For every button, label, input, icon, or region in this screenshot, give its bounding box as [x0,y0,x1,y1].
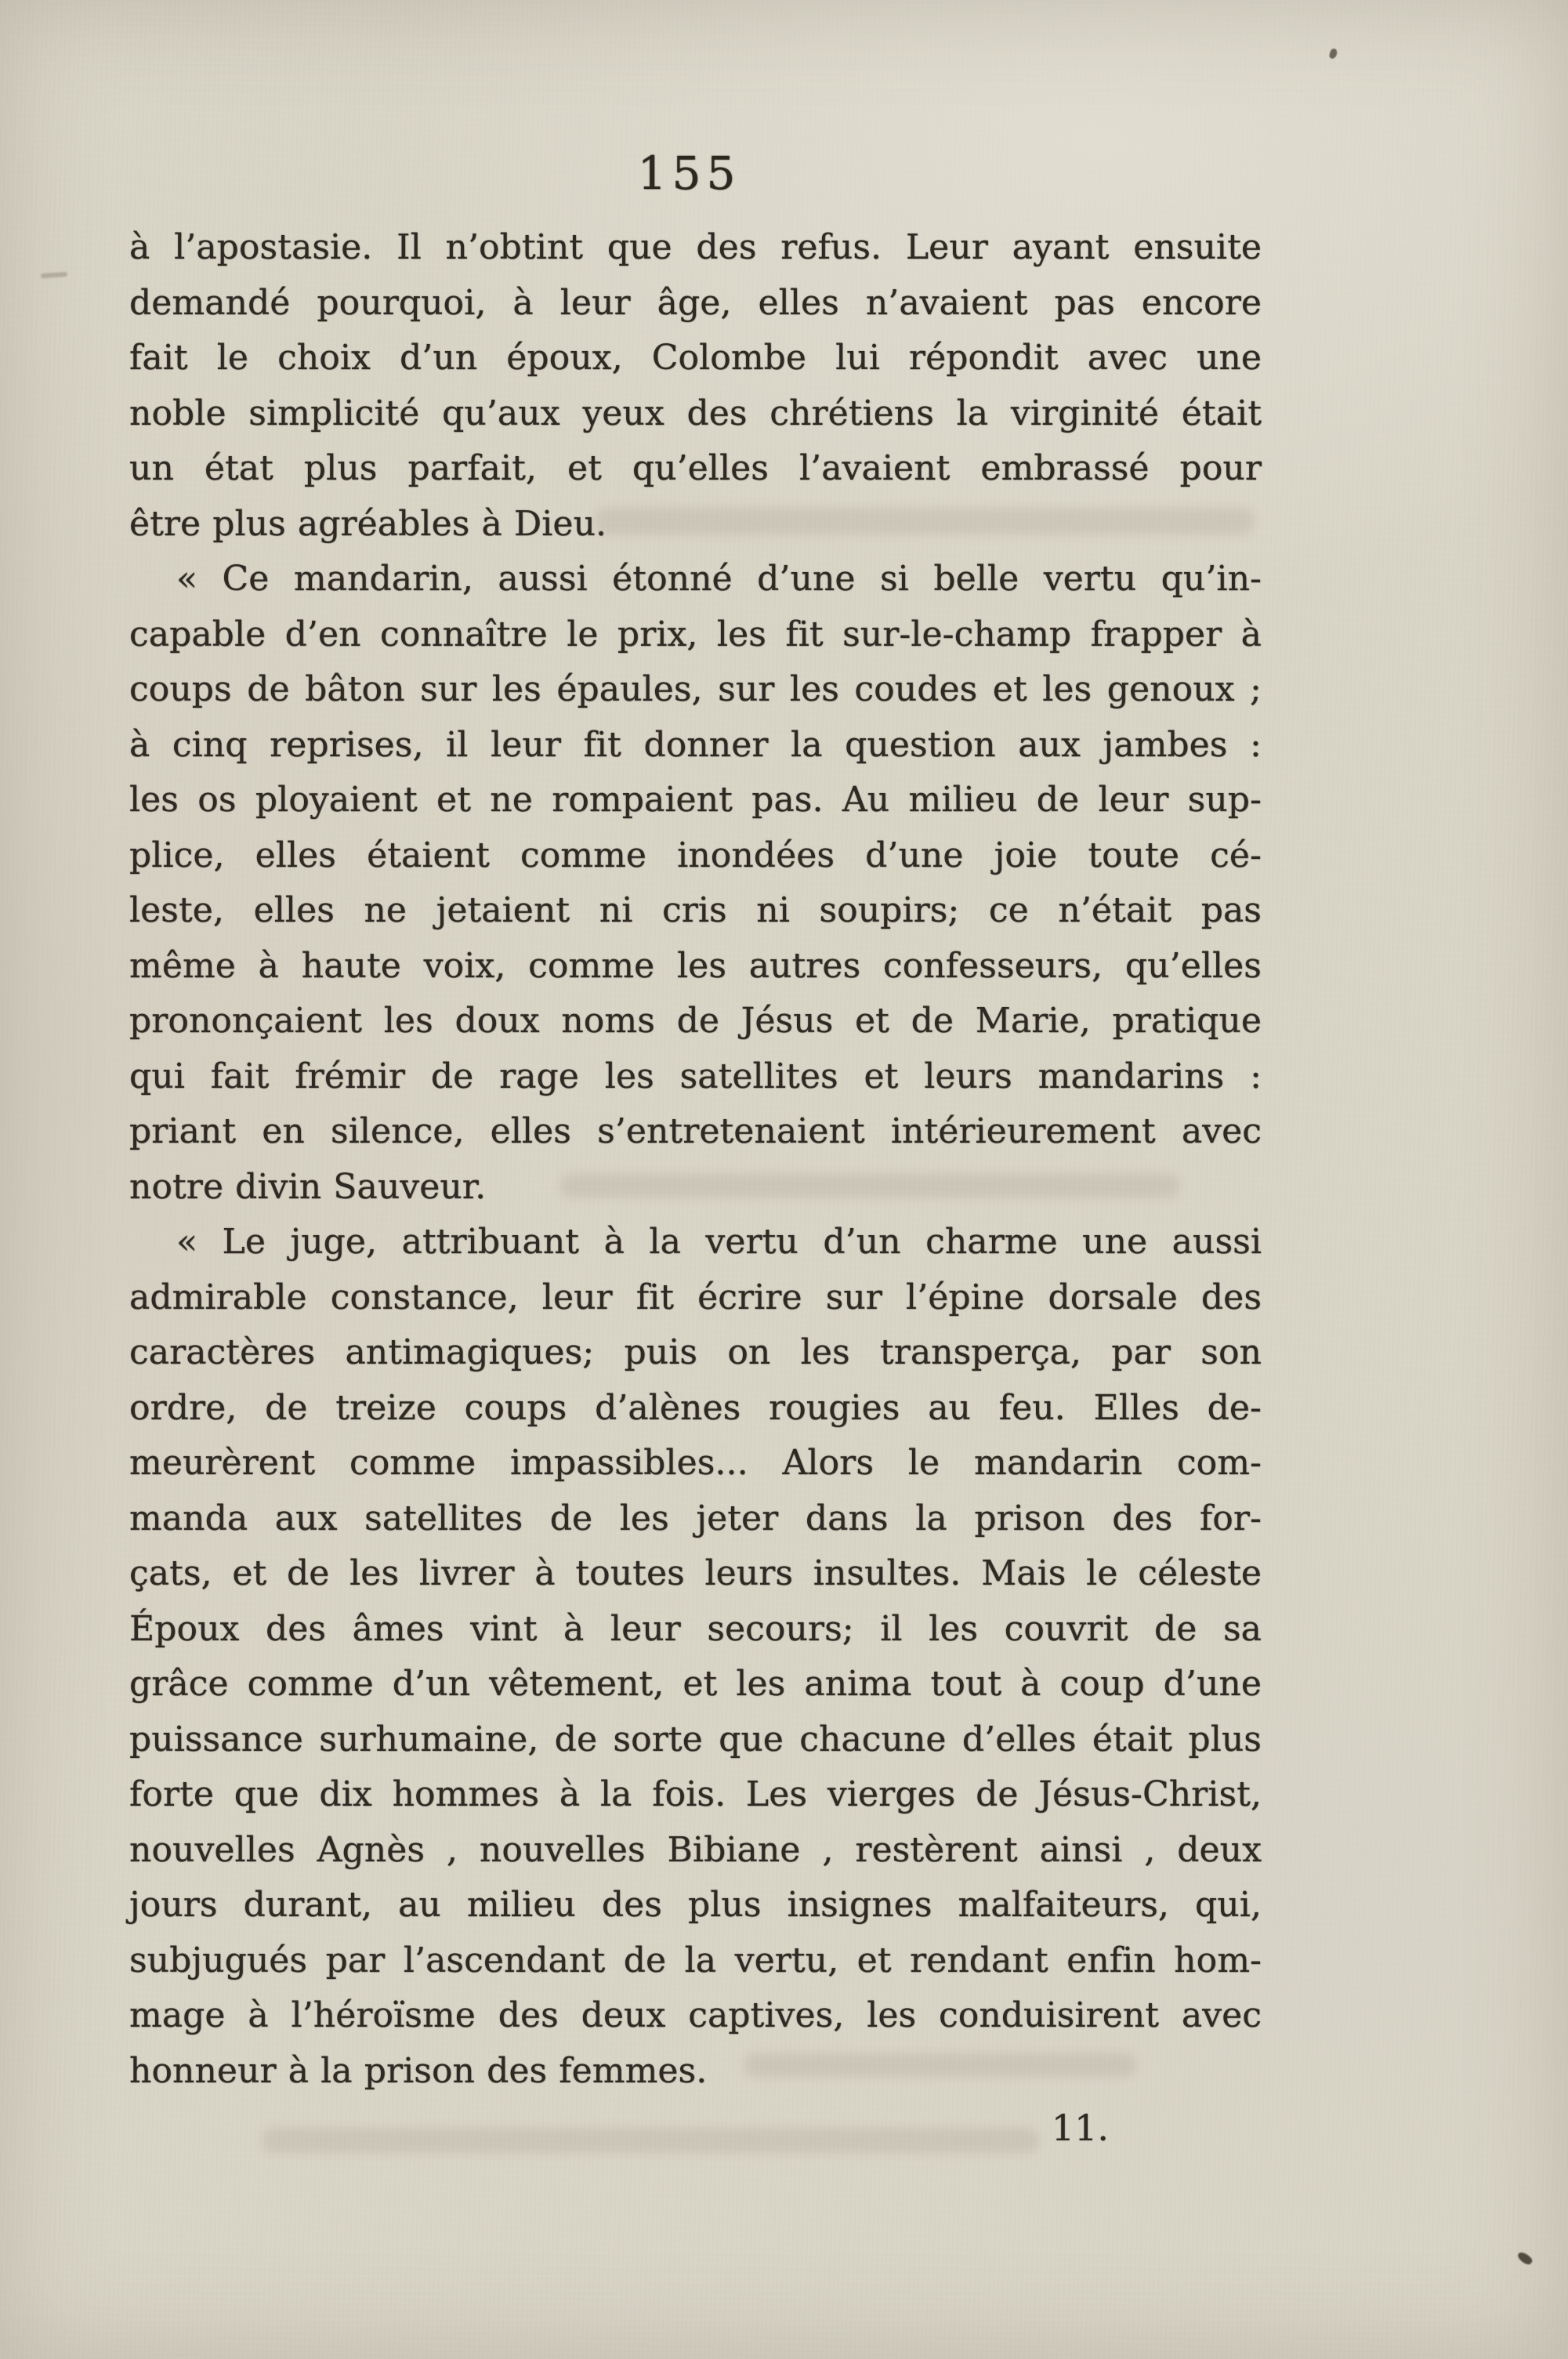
signature-mark: 11. [1051,2107,1109,2149]
text-line: leste, elles ne jetaient ni cris ni soupirs; ce n’était pas [129,890,1262,930]
text-line: ordre, de treize coups d’alènes rougies au feu. Elles de- [129,1387,1262,1428]
text-line: les os ployaient et ne rompaient pas. Au milieu de leur sup- [129,780,1262,820]
text-line: priant en silence, elles s’entretenaient intérieurement avec [129,1111,1262,1151]
text-line: même à haute voix, comme les autres confesseurs, qu’elles [129,945,1262,986]
text-line: grâce comme d’un vêtement, et les anima tout à coup d’une [129,1664,1262,1704]
text-line: puissance surhumaine, de sorte que chacune d’elles était plus [129,1719,1262,1759]
text-line: Époux des âmes vint à leur secours; il les couvrit de sa [129,1608,1262,1649]
text-line: demandé pourquoi, à leur âge, elles n’avaient pas encore [129,282,1262,323]
text-line: forte que dix hommes à la fois. Les vierges de Jésus-Christ, [129,1774,1262,1814]
text-line: jours durant, au milieu des plus insignes malfaiteurs, qui, [129,1885,1262,1925]
text-line: coups de bâton sur les épaules, sur les coudes et les genoux ; [129,669,1262,709]
text-line: subjugués par l’ascendant de la vertu, et rendant enfin hom- [129,1940,1262,1980]
text-line: « Ce mandarin, aussi étonné d’une si belle vertu qu’in- [176,559,1262,599]
text-line: prononçaient les doux noms de Jésus et de Marie, pratique [129,1001,1262,1041]
text-line: être plus agréables à Dieu. [129,503,607,544]
text-line: noble simplicité qu’aux yeux des chrétiens la virginité était [129,393,1262,433]
page-number: 155 [637,147,741,200]
text-line: à cinq reprises, il leur fit donner la question aux jambes : [129,724,1262,765]
text-line: mage à l’héroïsme des deux captives, les conduisirent avec [129,1995,1262,2035]
text-line: manda aux satellites de les jeter dans la prison des for- [129,1498,1262,1538]
text-line: çats, et de les livrer à toutes leurs insultes. Mais le céleste [129,1553,1262,1593]
ink-speck [1516,2250,1534,2267]
text-line: à l’apostasie. Il n’obtint que des refus. Leur ayant ensuite [129,227,1262,267]
ink-speck [41,272,67,278]
text-line: un état plus parfait, et qu’elles l’avaient embrassé pour [129,448,1262,488]
text-line: plice, elles étaient comme inondées d’une joie toute cé- [129,835,1262,875]
text-line: notre divin Sauveur. [129,1166,487,1207]
text-line: capable d’en connaître le prix, les fit sur-le-champ frapper à [129,614,1262,654]
text-line: qui fait frémir de rage les satellites et leurs mandarins : [129,1056,1262,1096]
text-line: « Le juge, attribuant à la vertu d’un charme une aussi [176,1222,1262,1262]
text-line: fait le choix d’un époux, Colombe lui répondit avec une [129,338,1262,378]
text-line: caractères antimagiques; puis on les transperça, par son [129,1332,1262,1372]
ink-speck [1329,48,1338,60]
text-block [129,220,1262,2099]
text-line: meurèrent comme impassibles... Alors le mandarin com- [129,1443,1262,1483]
text-line: nouvelles Agnès , nouvelles Bibiane , restèrent ainsi , deux [129,1829,1262,1870]
text-line: admirable constance, leur fit écrire sur l’épine dorsale des [129,1277,1262,1317]
text-line: honneur à la prison des femmes. [129,2050,708,2091]
